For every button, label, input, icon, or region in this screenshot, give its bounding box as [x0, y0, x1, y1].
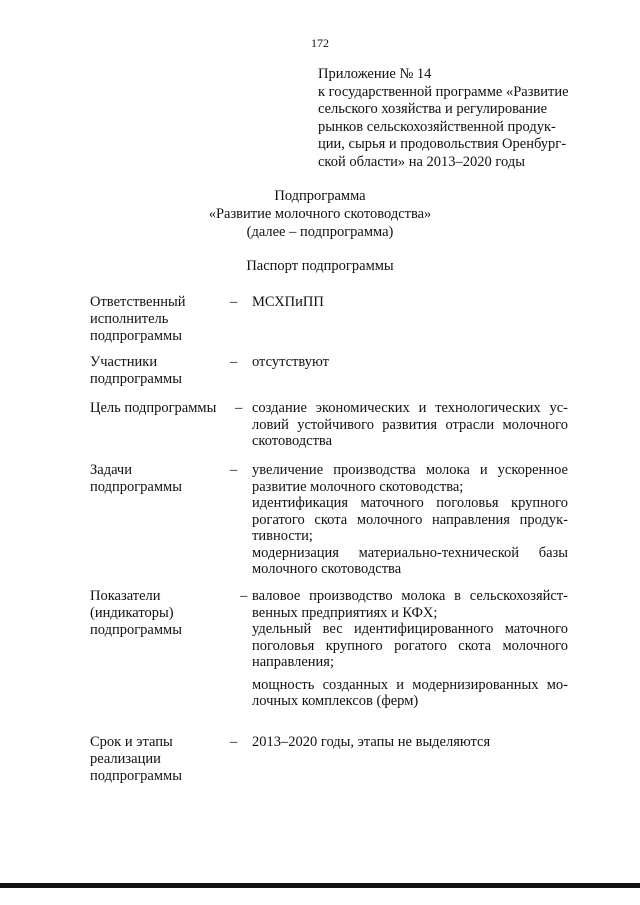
passport-row-value-line: отсутствуют	[252, 354, 329, 370]
passport-row-value-line: ловий устойчивого развития отрасли молочного	[252, 416, 568, 433]
passport-row-value	[252, 588, 568, 710]
passport-row-dash: –	[240, 588, 248, 604]
appendix-line: сельского хозяйства и регулирование	[318, 101, 548, 117]
passport-row-value-line: поголовья крупного рогатого скота молочного	[252, 637, 568, 654]
passport-row-label-line: подпрограммы	[90, 371, 182, 387]
appendix-line: к государственной программе «Развитие	[318, 83, 569, 100]
passport-row-value-paragraph	[252, 462, 568, 495]
passport-row-value-paragraph	[252, 495, 568, 545]
passport-row-value-paragraph	[252, 588, 568, 621]
passport-row-value-line: МСХПиПП	[252, 294, 324, 310]
passport-row-value	[252, 294, 568, 311]
passport-row-value	[252, 734, 568, 751]
passport-title: Паспорт подпрограммы	[246, 258, 394, 274]
passport-row-value-line: лочных комплексов (ферм)	[252, 693, 419, 709]
passport-row-value-line: тивности;	[252, 528, 313, 544]
bottom-rule	[0, 883, 640, 888]
passport-row-label-line: подпрограммы	[90, 622, 182, 638]
passport-row-value	[252, 462, 568, 578]
passport-row-value-line: венных предприятиях и КФХ;	[252, 604, 438, 621]
passport-row-label-line: Срок и этапы	[90, 734, 173, 750]
passport-row-value-line: создание экономических и технологических ус-	[252, 400, 568, 416]
passport-row-label	[90, 400, 228, 417]
passport-row-value	[252, 354, 568, 371]
passport-row-value-paragraph	[252, 354, 568, 371]
passport-row-value-line: рогатого скота молочного направления продук-	[252, 511, 568, 528]
appendix-line: ской области» на 2013–2020 годы	[318, 153, 525, 170]
passport-row-label	[90, 294, 228, 345]
passport-row-dash: –	[230, 462, 238, 478]
passport-row-dash: –	[230, 294, 238, 310]
passport-row-value-line: направления;	[252, 654, 334, 670]
passport-row-value-paragraph	[252, 677, 568, 710]
passport-row-label-line: Участники	[90, 354, 158, 370]
subprogram-title-line: «Развитие молочного скотоводства»	[208, 206, 432, 222]
subprogram-title-line: (далее – подпрограмма)	[246, 224, 394, 240]
passport-row-value-paragraph	[252, 400, 568, 450]
passport-row-value-line: модернизация материально-технической базы	[252, 544, 568, 561]
passport-row-label-line: Задачи	[90, 462, 132, 478]
passport-row-label-line: подпрограммы	[90, 328, 182, 344]
passport-row-label	[90, 354, 228, 388]
passport-row-label-line: (индикаторы)	[90, 605, 174, 621]
appendix-line: ции, сырья и продовольствия Оренбург-	[318, 136, 567, 152]
passport-row-label-line: Ответственный	[90, 294, 186, 310]
passport-row-label	[90, 588, 228, 639]
passport-row-value	[252, 400, 568, 450]
page-number: 172	[311, 36, 329, 50]
passport-row-value-paragraph	[252, 545, 568, 578]
passport-row-value-line: идентификация маточного поголовья крупного	[252, 495, 568, 511]
passport-row-dash: –	[235, 400, 243, 416]
passport-row-label-line: реализации	[90, 751, 161, 767]
passport-row-dash: –	[230, 734, 238, 750]
passport-row-value-line: 2013–2020 годы, этапы не выделяются	[252, 734, 491, 750]
passport-row-label	[90, 462, 228, 496]
passport-row-label-line: исполнитель	[90, 311, 169, 327]
passport-row-value-line: развитие молочного скотоводства;	[252, 478, 464, 495]
passport-row-label-line: Цель подпрограммы	[90, 400, 217, 416]
appendix-line: рынков сельскохозяйственной продук-	[318, 118, 556, 135]
passport-row-label-line: подпрограммы	[90, 479, 182, 495]
appendix-header	[318, 66, 580, 171]
passport-row-value-paragraph	[252, 294, 568, 311]
passport-row-value-paragraph	[252, 621, 568, 671]
passport-row-value-line: молочного скотоводства	[252, 561, 402, 577]
passport-row-label-line: Показатели	[90, 588, 161, 604]
subprogram-title	[0, 187, 640, 241]
passport-row-value-line: мощность созданных и модернизированных мо-	[252, 676, 568, 693]
passport-row-value-line: скотоводства	[252, 433, 333, 449]
passport-row-value-line: валовое производство молока в сельскохозяйст-	[252, 588, 568, 604]
passport-row-dash: –	[230, 354, 238, 370]
passport-row-value-line: удельный вес идентифицированного маточного	[252, 621, 568, 637]
passport-row-value-paragraph	[252, 734, 568, 751]
appendix-line: Приложение № 14	[318, 66, 432, 82]
subprogram-title-line: Подпрограмма	[274, 188, 366, 204]
passport-row-value-line: увеличение производства молока и ускоренное	[252, 462, 568, 478]
passport-row-label-line: подпрограммы	[90, 768, 182, 784]
passport-row-label	[90, 734, 228, 785]
